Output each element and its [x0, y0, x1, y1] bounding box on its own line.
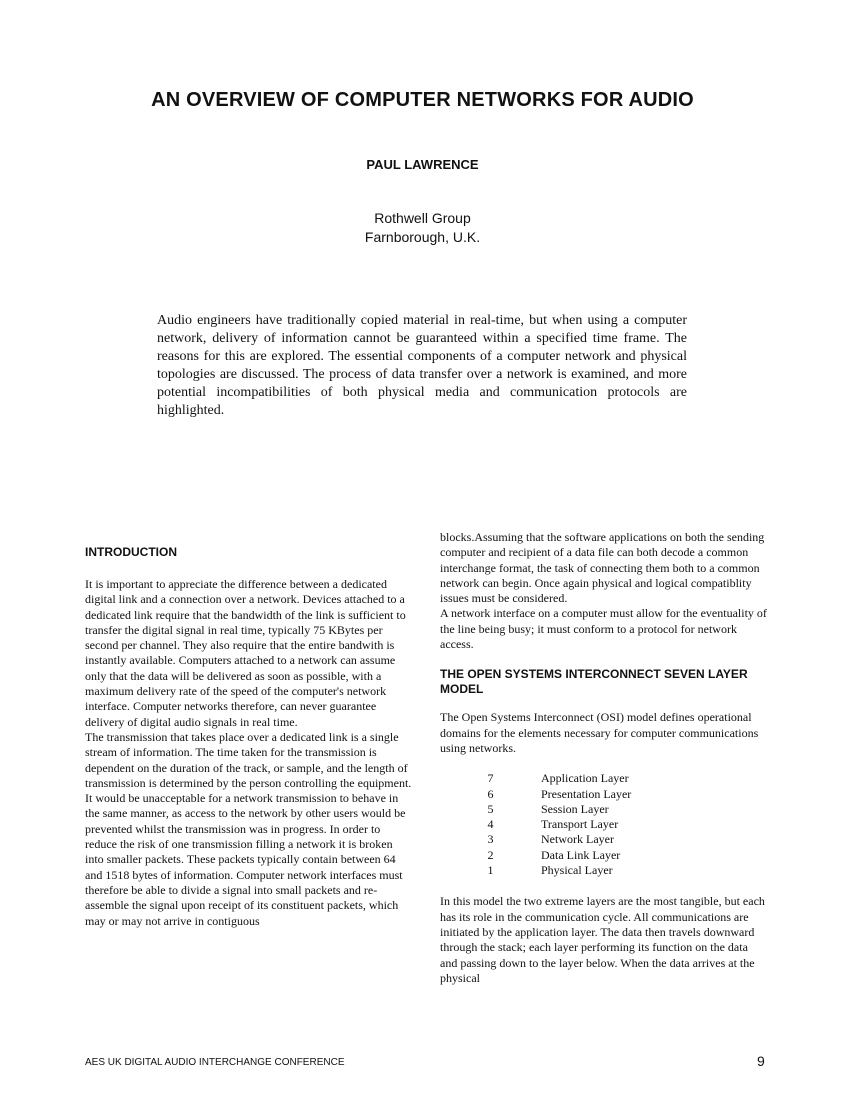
- osi-layer-list: [440, 771, 768, 878]
- osi-intro-paragraph: The Open Systems Interconnect (OSI) model defines operational domains for the elements necessary for computer communications using networks.: [440, 710, 759, 755]
- osi-section-heading: THE OPEN SYSTEMS INTERCONNECT SEVEN LAYER MODEL: [440, 667, 748, 697]
- introduction-heading: INTRODUCTION: [85, 545, 177, 559]
- author-name: PAUL LAWRENCE: [366, 157, 479, 172]
- layer-number: 5: [487, 801, 494, 816]
- abstract: Audio engineers have traditionally copied material in real-time, but when using a computer network, delivery of information cannot be guaranteed within a specified time frame. The reasons for this are explored. The essential components of a computer network and physical topologies are discussed. The process of data transfer over a network is examined, and more potential incompatibilities of both physical media and communication protocols are highlighted.: [157, 313, 687, 418]
- author-affiliation: [0, 209, 845, 247]
- continuation-paragraph: A network interface on a computer must allow for the eventuality of the line being busy; it must conform to a protocol for network access.: [440, 606, 767, 652]
- layer-number: 3: [487, 832, 494, 847]
- page-number: 9: [757, 1053, 765, 1069]
- layer-name: Physical Layer: [541, 863, 613, 878]
- right-column: [440, 530, 768, 986]
- layer-number: 1: [487, 863, 494, 878]
- introduction-paragraph: It is important to appreciate the difference between a dedicated digital link and a connection over a network. Devices attached to a dedicated link require that the bandwidth of the link is sufficient to transfer the digital signal in real time, typically 75 KBytes per second per channel. They also require that the entire bandwith is instantly available. Computers attached to a network can assume only that the data will be delivered as soon as possible, with a maximum delivery rate of the speed of the computer's network interface. Computer networks therefore, can never guarantee delivery of digital audio signals in real time.: [85, 577, 406, 729]
- layer-name: Network Layer: [541, 832, 614, 847]
- osi-layer-item: [440, 848, 768, 863]
- affiliation-org: Rothwell Group: [374, 210, 471, 226]
- layer-name: Data Link Layer: [541, 847, 621, 862]
- osi-closing-paragraph: In this model the two extreme layers are the most tangible, but each has its role in the communication cycle. All communications are initiated by the application layer. The data then travels downward through the stack; each layer performing its function on the data and passing down to the layer below. When the data arrives at the physical: [440, 894, 765, 985]
- paper-title: AN OVERVIEW OF COMPUTER NETWORKS FOR AUDIO: [151, 89, 694, 112]
- layer-number: 6: [487, 786, 494, 801]
- layer-name: Transport Layer: [541, 817, 619, 832]
- layer-name: Presentation Layer: [541, 786, 632, 801]
- osi-layer-item: [440, 832, 768, 847]
- introduction-paragraph: The transmission that takes place over a dedicated link is a single stream of information. The time taken for the transmission is dependent on the duration of the track, or sample, and the length of transmission is determined by the person controlling the equipment. It would be unacceptable for a network transmission to behave in the same manner, as access to the network by other users would be prevented whilst the transmission was in progress. In order to reduce the risk of one transmission filling a network it is broken into smaller packets. These packets typically contain between 64 and 1518 bytes of information. Computer network interfaces must therefore be able to divide a signal into small packets and re-assemble the signal upon receipt of its constituent packets, which may or may not arrive in contiguous: [85, 729, 412, 928]
- layer-name: Application Layer: [541, 771, 629, 786]
- osi-layer-item: [440, 771, 768, 786]
- osi-layer-item: [440, 863, 768, 878]
- footer-conference-name: AES UK DIGITAL AUDIO INTERCHANGE CONFERENCE: [85, 1057, 345, 1068]
- layer-number: 2: [487, 847, 494, 862]
- layer-number: 7: [487, 771, 494, 786]
- affiliation-location: Farnborough, U.K.: [364, 229, 481, 245]
- osi-layer-item: [440, 802, 768, 817]
- osi-layer-item: [440, 817, 768, 832]
- left-column: [85, 545, 413, 929]
- layer-name: Session Layer: [541, 801, 609, 816]
- osi-layer-item: [440, 787, 768, 802]
- layer-number: 4: [487, 817, 494, 832]
- continuation-paragraph: blocks.Assuming that the software applications on both the sending computer and recipient of a data file can both decode a common interchange format, the task of connecting them both to a common network can begin. Once again physical and logical compatiblity issues must be considered.: [440, 530, 765, 606]
